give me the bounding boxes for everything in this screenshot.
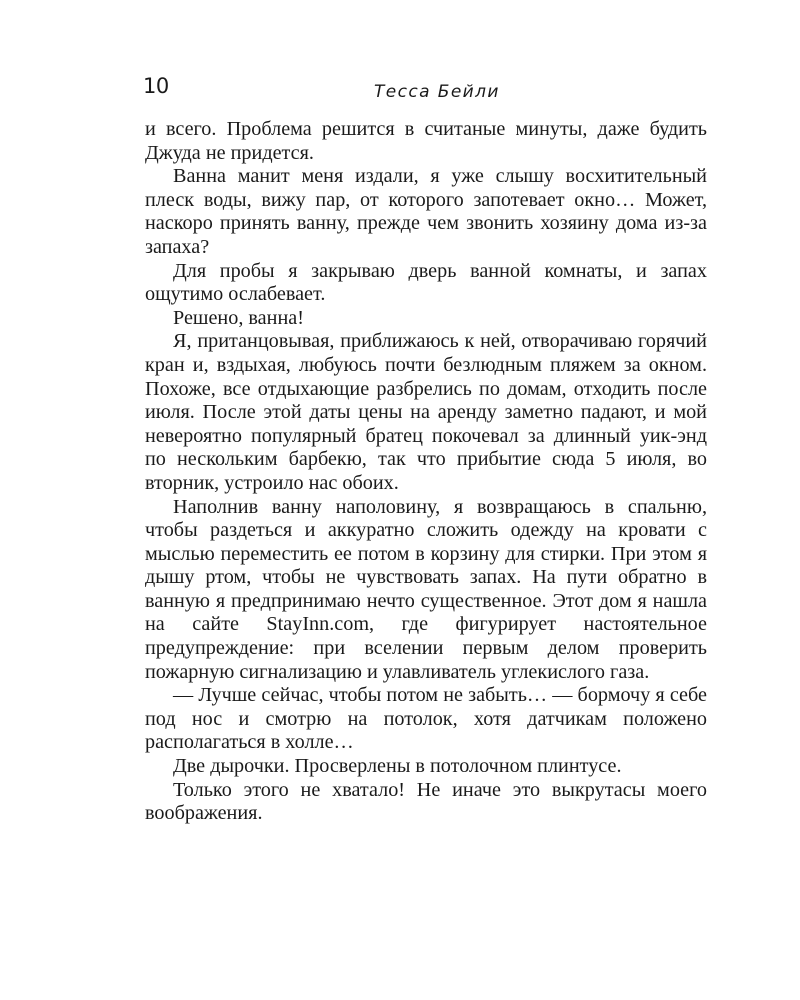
paragraph: — Лучше сейчас, чтобы потом не забыть… — бормочу я себе под нос и смотрю на потолок, хотя датчикам положено располагаться в холле…: [145, 684, 707, 754]
body-text: [145, 118, 707, 826]
page-number: 10: [143, 74, 169, 98]
running-head-author: Тесса Бейли: [374, 82, 500, 102]
paragraph: Решено, ванна!: [173, 306, 304, 329]
paragraph: Наполнив ванну наполовину, я возвращаюсь в спальню, чтобы раздеться и аккуратно сложить одежду на кровати с мыслью переместить ее потом в корзину для стирки. При этом я дышу ртом, чтобы не чувствовать запах. На пути обратно в ванную я предпринимаю нечто существенное. Этот дом я нашла на сайте StayInn.com, где фигурирует настоятельное предупреждение: при вселении первым делом проверить пожарную сигнализацию и улавливатель углекислого газа.: [145, 495, 707, 683]
paragraph: Две дырочки. Просверлены в потолочном плинтусе.: [173, 755, 622, 778]
paragraph: Ванна манит меня издали, я уже слышу восхитительный плеск воды, вижу пар, от которого запотевает окно… Может, наскоро принять ванну, прежде чем звонить хозяину дома из-за запаха?: [145, 165, 707, 258]
paragraph: Для пробы я закрываю дверь ванной комнаты, и запах ощутимо ослабевает.: [145, 259, 707, 306]
paragraph: Только этого не хватало! Не иначе это выкрутасы моего воображения.: [145, 778, 707, 825]
paragraph: и всего. Проблема решится в считаные минуты, даже будить Джуда не придется.: [145, 118, 707, 164]
paragraph: Я, пританцовывая, приближаюсь к ней, отворачиваю горячий кран и, вздыхая, любуюсь почти безлюдным пляжем за окном. Похоже, все отдыхающие разбрелись по домам, отходить после июля. После этой даты цены на аренду заметно падают, и мой невероятно популярный братец покочевал за длинный уик-энд по нескольким барбекю, так что прибытие сюда 5 июля, во вторник, устроило нас обоих.: [145, 330, 707, 494]
